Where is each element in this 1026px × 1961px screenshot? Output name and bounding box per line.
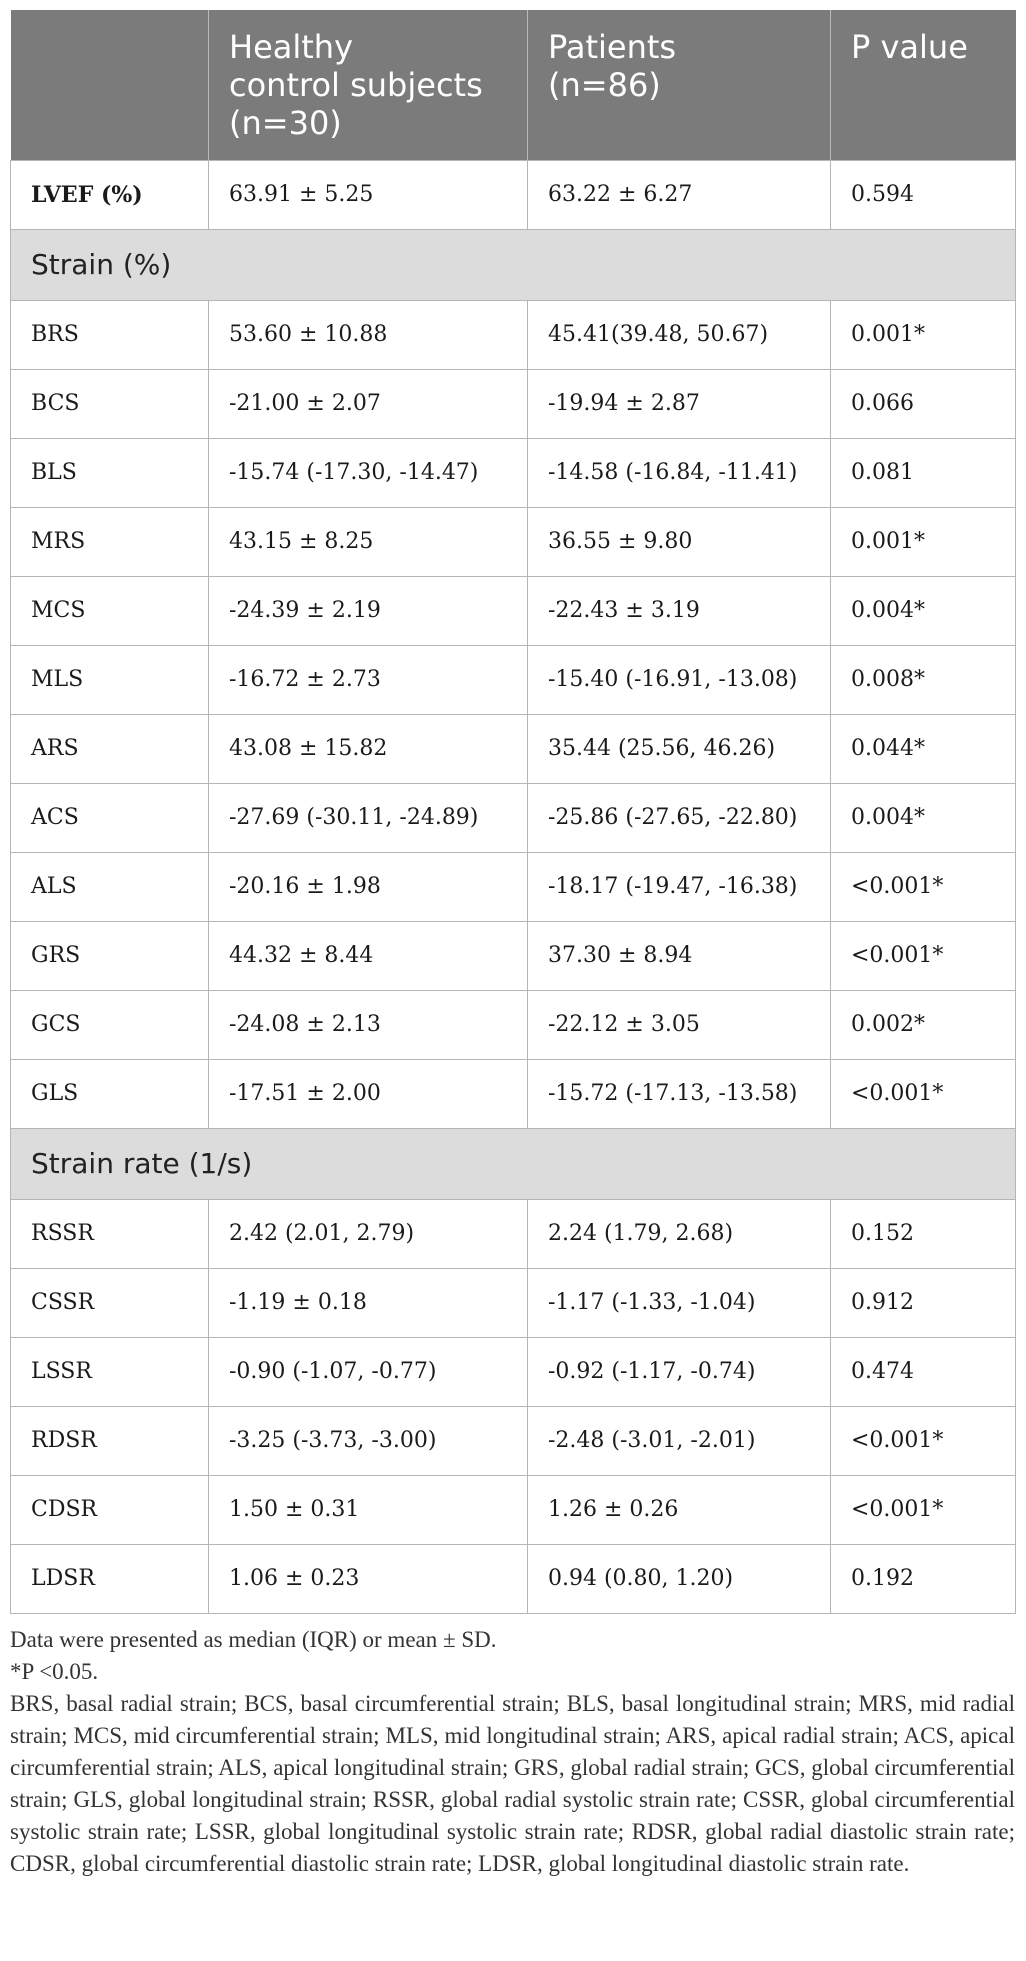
cell-healthy: 43.15 ± 8.25 xyxy=(209,507,528,576)
header-healthy-line1: Healthy xyxy=(229,28,354,66)
header-healthy-line2: control subjects xyxy=(229,66,483,104)
cell-pvalue: 0.004* xyxy=(831,783,1016,852)
cell-pvalue: 0.474 xyxy=(831,1337,1016,1406)
cell-pvalue: 0.004* xyxy=(831,576,1016,645)
header-patients-line1: Patients xyxy=(548,28,677,66)
table-row xyxy=(11,1337,1016,1406)
cell-healthy: -21.00 ± 2.07 xyxy=(209,369,528,438)
cell-healthy: 43.08 ± 15.82 xyxy=(209,714,528,783)
cell-patients: -2.48 (-3.01, -2.01) xyxy=(528,1406,831,1475)
cell-healthy: -17.51 ± 2.00 xyxy=(209,1059,528,1128)
header-pvalue xyxy=(831,10,1016,160)
row-label: CDSR xyxy=(11,1475,209,1544)
cell-patients: -0.92 (-1.17, -0.74) xyxy=(528,1337,831,1406)
cell-healthy: -24.39 ± 2.19 xyxy=(209,576,528,645)
table-row xyxy=(11,369,1016,438)
cell-pvalue: 0.008* xyxy=(831,645,1016,714)
row-label: BRS xyxy=(11,300,209,369)
row-label: RDSR xyxy=(11,1406,209,1475)
row-label: CSSR xyxy=(11,1268,209,1337)
row-label: GCS xyxy=(11,990,209,1059)
cell-patients: -25.86 (-27.65, -22.80) xyxy=(528,783,831,852)
row-label: GRS xyxy=(11,921,209,990)
cell-healthy: -16.72 ± 2.73 xyxy=(209,645,528,714)
table-row xyxy=(11,1406,1016,1475)
cell-pvalue: 0.594 xyxy=(831,160,1016,229)
table-row-lvef xyxy=(11,160,1016,229)
note-data-presentation: Data were presented as median (IQR) or mean ± SD. xyxy=(10,1626,497,1652)
section-title: Strain (%) xyxy=(11,229,1016,300)
cell-healthy: -1.19 ± 0.18 xyxy=(209,1268,528,1337)
row-label: BCS xyxy=(11,369,209,438)
table-row xyxy=(11,1268,1016,1337)
row-label: MRS xyxy=(11,507,209,576)
cell-patients: 36.55 ± 9.80 xyxy=(528,507,831,576)
table-header-row xyxy=(11,10,1016,160)
row-label: BLS xyxy=(11,438,209,507)
cell-patients: -14.58 (-16.84, -11.41) xyxy=(528,438,831,507)
cell-patients: 0.94 (0.80, 1.20) xyxy=(528,1544,831,1613)
row-label: GLS xyxy=(11,1059,209,1128)
cell-patients: 2.24 (1.79, 2.68) xyxy=(528,1199,831,1268)
row-label: ARS xyxy=(11,714,209,783)
cell-healthy: -0.90 (-1.07, -0.77) xyxy=(209,1337,528,1406)
cell-pvalue: 0.066 xyxy=(831,369,1016,438)
row-label: ACS xyxy=(11,783,209,852)
cell-pvalue: <0.001* xyxy=(831,852,1016,921)
row-label: LDSR xyxy=(11,1544,209,1613)
section-title: Strain rate (1/s) xyxy=(11,1128,1016,1199)
cell-patients: 1.26 ± 0.26 xyxy=(528,1475,831,1544)
header-patients xyxy=(528,10,831,160)
cell-pvalue: 0.002* xyxy=(831,990,1016,1059)
cell-pvalue: 0.912 xyxy=(831,1268,1016,1337)
cell-healthy: 63.91 ± 5.25 xyxy=(209,160,528,229)
cell-pvalue: <0.001* xyxy=(831,921,1016,990)
table-row xyxy=(11,1199,1016,1268)
cell-patients: 37.30 ± 8.94 xyxy=(528,921,831,990)
cell-healthy: -15.74 (-17.30, -14.47) xyxy=(209,438,528,507)
table-row xyxy=(11,852,1016,921)
cell-pvalue: <0.001* xyxy=(831,1059,1016,1128)
row-label: LSSR xyxy=(11,1337,209,1406)
row-label: LVEF (%) xyxy=(11,160,209,229)
table-row xyxy=(11,1059,1016,1128)
cell-patients: -22.43 ± 3.19 xyxy=(528,576,831,645)
cell-healthy: 2.42 (2.01, 2.79) xyxy=(209,1199,528,1268)
cell-pvalue: 0.152 xyxy=(831,1199,1016,1268)
cell-healthy: 1.06 ± 0.23 xyxy=(209,1544,528,1613)
table-row xyxy=(11,1544,1016,1613)
header-empty xyxy=(11,10,209,160)
cell-pvalue: 0.044* xyxy=(831,714,1016,783)
row-label: RSSR xyxy=(11,1199,209,1268)
header-healthy-line3: (n=30) xyxy=(229,104,342,142)
table-row xyxy=(11,990,1016,1059)
table-row xyxy=(11,438,1016,507)
row-label: ALS xyxy=(11,852,209,921)
table-row xyxy=(11,1475,1016,1544)
cell-healthy: -24.08 ± 2.13 xyxy=(209,990,528,1059)
table-row xyxy=(11,783,1016,852)
cell-patients: -15.72 (-17.13, -13.58) xyxy=(528,1059,831,1128)
cell-pvalue: <0.001* xyxy=(831,1406,1016,1475)
cell-patients: -15.40 (-16.91, -13.08) xyxy=(528,645,831,714)
table-container xyxy=(10,10,1015,1880)
cell-patients: -18.17 (-19.47, -16.38) xyxy=(528,852,831,921)
row-label: MCS xyxy=(11,576,209,645)
row-label: MLS xyxy=(11,645,209,714)
cell-healthy: -20.16 ± 1.98 xyxy=(209,852,528,921)
cell-healthy: -3.25 (-3.73, -3.00) xyxy=(209,1406,528,1475)
note-significance: *P <0.05. xyxy=(10,1658,99,1684)
strain-comparison-table xyxy=(10,10,1016,1614)
cell-patients: -19.94 ± 2.87 xyxy=(528,369,831,438)
table-row xyxy=(11,507,1016,576)
table-row xyxy=(11,921,1016,990)
cell-healthy: -27.69 (-30.11, -24.89) xyxy=(209,783,528,852)
cell-patients: -22.12 ± 3.05 xyxy=(528,990,831,1059)
cell-healthy: 53.60 ± 10.88 xyxy=(209,300,528,369)
table-notes xyxy=(10,1624,1015,1880)
cell-pvalue: 0.081 xyxy=(831,438,1016,507)
table-row xyxy=(11,300,1016,369)
cell-patients: 35.44 (25.56, 46.26) xyxy=(528,714,831,783)
header-patients-line2: (n=86) xyxy=(548,66,661,104)
cell-patients: 45.41(39.48, 50.67) xyxy=(528,300,831,369)
table-row xyxy=(11,645,1016,714)
cell-pvalue: 0.001* xyxy=(831,300,1016,369)
section-row xyxy=(11,229,1016,300)
note-abbreviations: BRS, basal radial strain; BCS, basal circumferential strain; BLS, basal longitudinal strain; MRS, mid radial strain; MCS, mid circumferential strain; MLS, mid longitudinal strain; ARS, apical radial strain; ACS, apical circumferential strain; ALS, apical longitudinal strain; GRS, global radial strain; GCS, global circumferential strain; GLS, global longitudinal strain; RSSR, global radial systolic strain rate; CSSR, global circumferential systolic strain rate; LSSR, global longitudinal systolic strain rate; RDSR, global radial diastolic strain rate; CDSR, global circumferential diastolic strain rate; LDSR, global longitudinal diastolic strain rate. xyxy=(10,1690,1015,1876)
section-row xyxy=(11,1128,1016,1199)
table-row xyxy=(11,714,1016,783)
cell-patients: -1.17 (-1.33, -1.04) xyxy=(528,1268,831,1337)
header-healthy xyxy=(209,10,528,160)
cell-healthy: 1.50 ± 0.31 xyxy=(209,1475,528,1544)
cell-pvalue: 0.001* xyxy=(831,507,1016,576)
cell-pvalue: <0.001* xyxy=(831,1475,1016,1544)
cell-pvalue: 0.192 xyxy=(831,1544,1016,1613)
cell-healthy: 44.32 ± 8.44 xyxy=(209,921,528,990)
table-row xyxy=(11,576,1016,645)
header-pvalue-line1: P value xyxy=(851,28,968,66)
cell-patients: 63.22 ± 6.27 xyxy=(528,160,831,229)
